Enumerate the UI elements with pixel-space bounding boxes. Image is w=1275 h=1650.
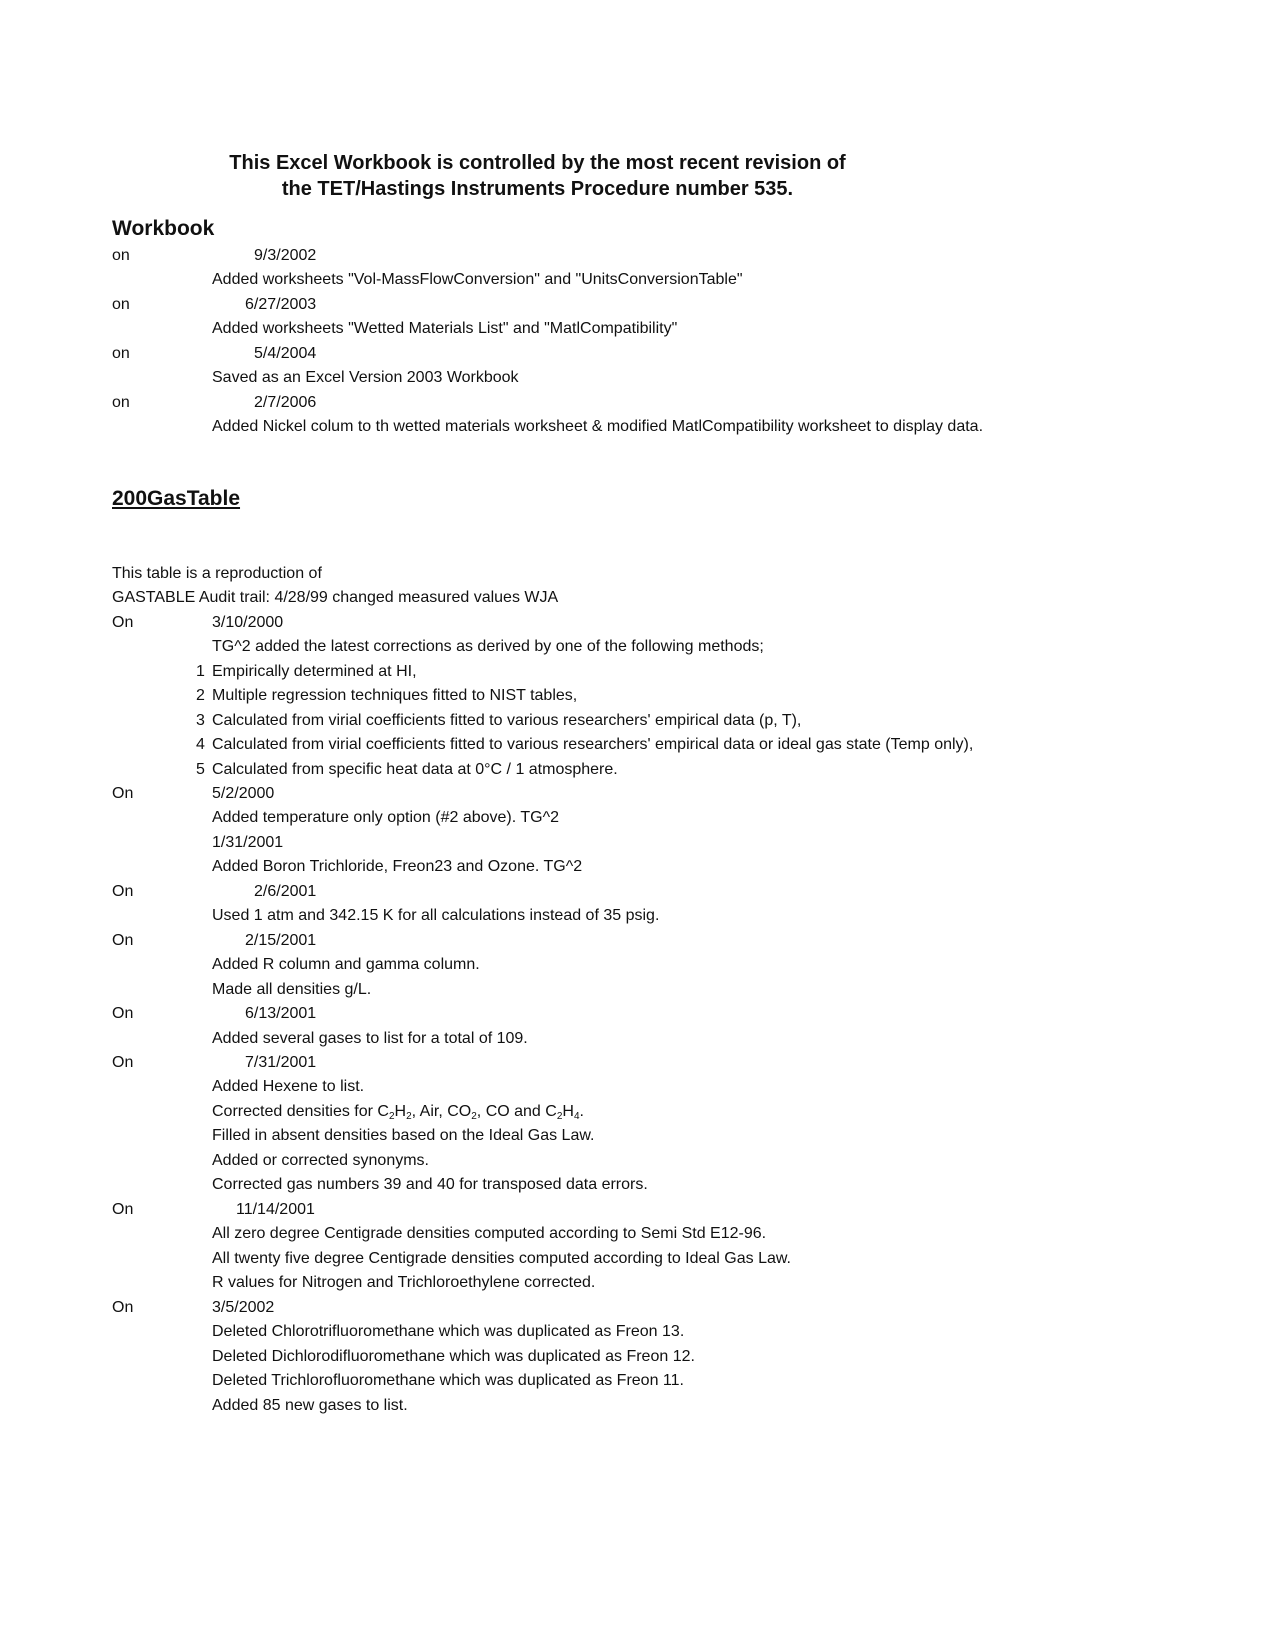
text-fragment: . (579, 1103, 584, 1120)
method-text: Calculated from specific heat data at 0°C / 1 atmosphere. (212, 761, 618, 778)
subscript: 2 (388, 1111, 395, 1122)
subscript: 2 (556, 1111, 563, 1122)
entry-date: 5/2/2000 (212, 785, 275, 802)
method-number: 1 (196, 663, 205, 680)
method-text: Empirically determined at HI, (212, 663, 417, 680)
method-number: 5 (196, 761, 205, 778)
entry-date: 1/31/2001 (212, 834, 284, 851)
entry-note: Corrected gas numbers 39 and 40 for transposed data errors. (212, 1176, 648, 1193)
entry-date: 3/10/2000 (212, 614, 284, 631)
entry-date: 7/31/2001 (245, 1054, 317, 1071)
workbook-heading: Workbook (112, 217, 215, 240)
subscript: 2 (406, 1111, 412, 1122)
entry-note: All twenty five degree Centigrade densities computed according to Ideal Gas Law. (212, 1250, 791, 1267)
entry-note-corrected-densities (212, 1102, 584, 1122)
entry-label: on (112, 247, 130, 264)
entry-note: Deleted Trichlorofluoromethane which was duplicated as Freon 11. (212, 1372, 684, 1389)
entry-date: 2/6/2001 (254, 883, 317, 900)
entry-note: Deleted Chlorotrifluoromethane which was duplicated as Freon 13. (212, 1323, 685, 1340)
entry-note: TG^2 added the latest corrections as derived by one of the following methods; (212, 638, 764, 655)
entry-date: 2/7/2006 (254, 394, 317, 411)
entry-date: 5/4/2004 (254, 345, 317, 362)
subscript: 2 (471, 1111, 477, 1122)
method-number: 2 (196, 687, 205, 704)
text-fragment: H (562, 1103, 574, 1120)
entry-note: Filled in absent densities based on the Ideal Gas Law. (212, 1127, 595, 1144)
entry-label: on (112, 296, 130, 313)
entry-date: 3/5/2002 (212, 1299, 275, 1316)
entry-note: Added Nickel colum to th wetted materials worksheet & modified MatlCompatibility worksheet to display data. (212, 418, 984, 435)
entry-date: 2/15/2001 (245, 932, 317, 949)
entry-note: Deleted Dichlorodifluoromethane which was duplicated as Freon 12. (212, 1348, 695, 1365)
method-number: 3 (196, 712, 205, 729)
control-notice-line-2: the TET/Hastings Instruments Procedure number 535. (281, 178, 794, 200)
entry-note: Added temperature only option (#2 above). TG^2 (212, 809, 559, 826)
entry-date: 6/13/2001 (245, 1005, 317, 1022)
entry-note: Saved as an Excel Version 2003 Workbook (212, 369, 519, 386)
entry-note: Added worksheets "Vol-MassFlowConversion" and "UnitsConversionTable" (212, 271, 743, 288)
entry-note: Added 85 new gases to list. (212, 1397, 408, 1414)
entry-note: Added Hexene to list. (212, 1078, 365, 1095)
entry-note: Made all densities g/L. (212, 981, 372, 998)
gastable-audit-trail: GASTABLE Audit trail: 4/28/99 changed measured values WJA (112, 589, 559, 606)
text-fragment: Corrected densities for C (212, 1103, 389, 1120)
entry-date: 6/27/2003 (245, 296, 317, 313)
entry-date: 11/14/2001 (236, 1201, 315, 1218)
entry-label: on (112, 394, 130, 411)
text-fragment: H (394, 1103, 407, 1120)
gastable-heading: 200GasTable (112, 487, 241, 510)
entry-note: Added or corrected synonyms. (212, 1152, 429, 1169)
method-text: Multiple regression techniques fitted to NIST tables, (212, 687, 578, 704)
entry-note: All zero degree Centigrade densities computed according to Semi Std E12-96. (212, 1225, 767, 1242)
entry-label: On (112, 1299, 134, 1316)
entry-label: On (112, 1201, 134, 1218)
entry-label: On (112, 1054, 134, 1071)
entry-note: Used 1 atm and 342.15 K for all calculations instead of 35 psig. (212, 907, 660, 924)
method-text: Calculated from virial coefficients fitted to various researchers' empirical data (p, T), (212, 712, 802, 729)
text-fragment: , Air, CO (411, 1103, 472, 1120)
method-number: 4 (196, 736, 205, 753)
entry-note: Added worksheets "Wetted Materials List" and "MatlCompatibility" (212, 320, 678, 337)
method-text: Calculated from virial coefficients fitted to various researchers' empirical data or ideal gas state (Temp only), (212, 736, 974, 753)
entry-date: 9/3/2002 (254, 247, 317, 264)
entry-note: Added R column and gamma column. (212, 956, 480, 973)
gastable-intro: This table is a reproduction of (112, 565, 322, 582)
entry-note: R values for Nitrogen and Trichloroethylene corrected. (212, 1274, 596, 1291)
entry-note: Added Boron Trichloride, Freon23 and Ozone. TG^2 (212, 858, 583, 875)
entry-note: Added several gases to list for a total of 109. (212, 1030, 528, 1047)
entry-label: On (112, 1005, 134, 1022)
entry-label: On (112, 883, 134, 900)
entry-label: On (112, 614, 134, 631)
entry-label: On (112, 932, 134, 949)
entry-label: on (112, 345, 130, 362)
subscript: 4 (573, 1111, 580, 1122)
control-notice-line-1: This Excel Workbook is controlled by the most recent revision of (229, 152, 846, 174)
text-fragment: , CO and C (476, 1103, 557, 1120)
entry-label: On (112, 785, 134, 802)
